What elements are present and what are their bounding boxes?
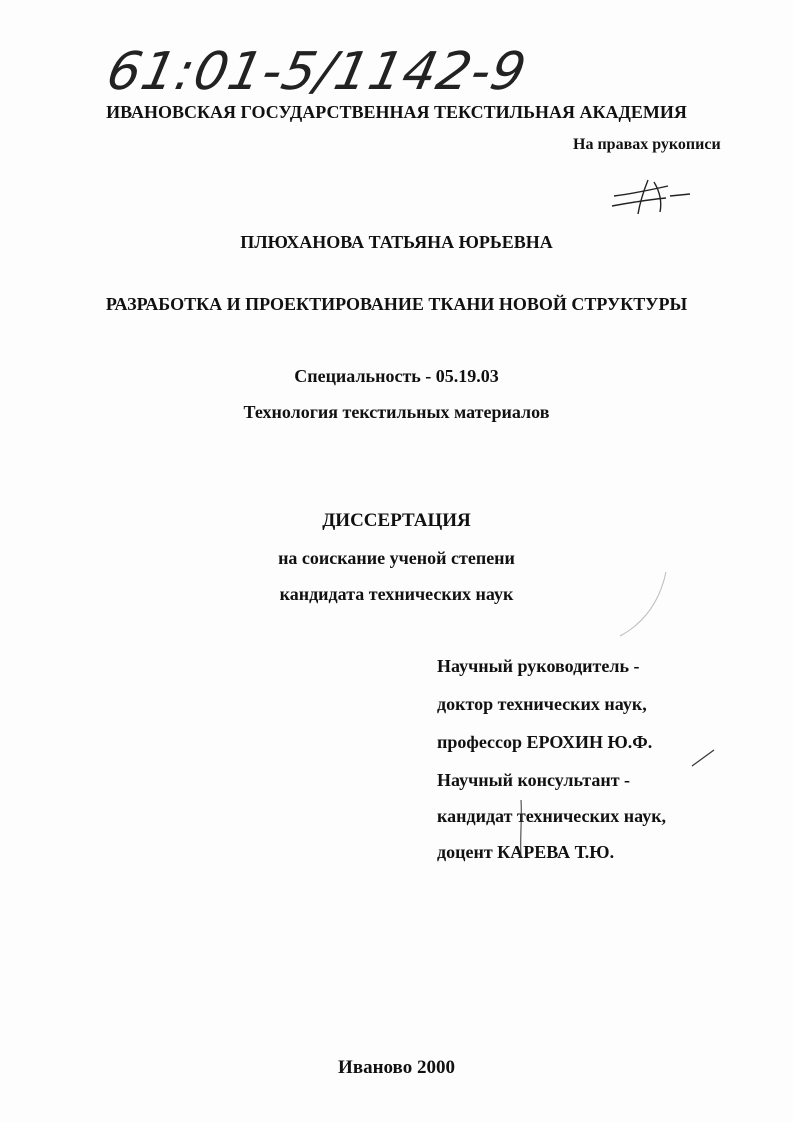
archive-number: 61:01-5/1142-9 [101, 42, 532, 102]
city-year: Иваново 2000 [338, 1057, 455, 1078]
pen-tick-mark [690, 748, 716, 768]
author-name: ПЛЮХАНОВА ТАТЬЯНА ЮРЬЕВНА [240, 232, 553, 252]
pen-vertical-mark [516, 798, 526, 860]
pencil-stroke [610, 570, 670, 640]
signature-mark [610, 176, 700, 216]
thesis-heading: ДИССЕРТАЦИЯ [322, 510, 471, 531]
specialty-code: Специальность - 05.19.03 [294, 366, 499, 386]
advisor-line-4: Научный консультант - [437, 770, 631, 790]
thesis-degree-line1: на соискание ученой степени [278, 548, 515, 568]
advisor-line-5: кандидат технических наук, [437, 806, 667, 826]
manuscript-note: На правах рукописи [573, 136, 721, 153]
advisor-line-1: Научный руководитель - [437, 656, 640, 676]
thesis-degree-line2: кандидата технических наук [279, 584, 514, 604]
advisor-line-2: доктор технических наук, [437, 694, 647, 714]
institution-name: ИВАНОВСКАЯ ГОСУДАРСТВЕННАЯ ТЕКСТИЛЬНАЯ АКАДЕМИЯ [106, 102, 687, 122]
advisor-line-6: доцент КАРЕВА Т.Ю. [437, 842, 615, 862]
specialty-name: Технология текстильных материалов [243, 402, 550, 422]
dissertation-title: РАЗРАБОТКА И ПРОЕКТИРОВАНИЕ ТКАНИ НОВОЙ СТРУКТУРЫ [105, 294, 688, 314]
advisor-line-3: профессор ЕРОХИН Ю.Ф. [437, 732, 653, 752]
